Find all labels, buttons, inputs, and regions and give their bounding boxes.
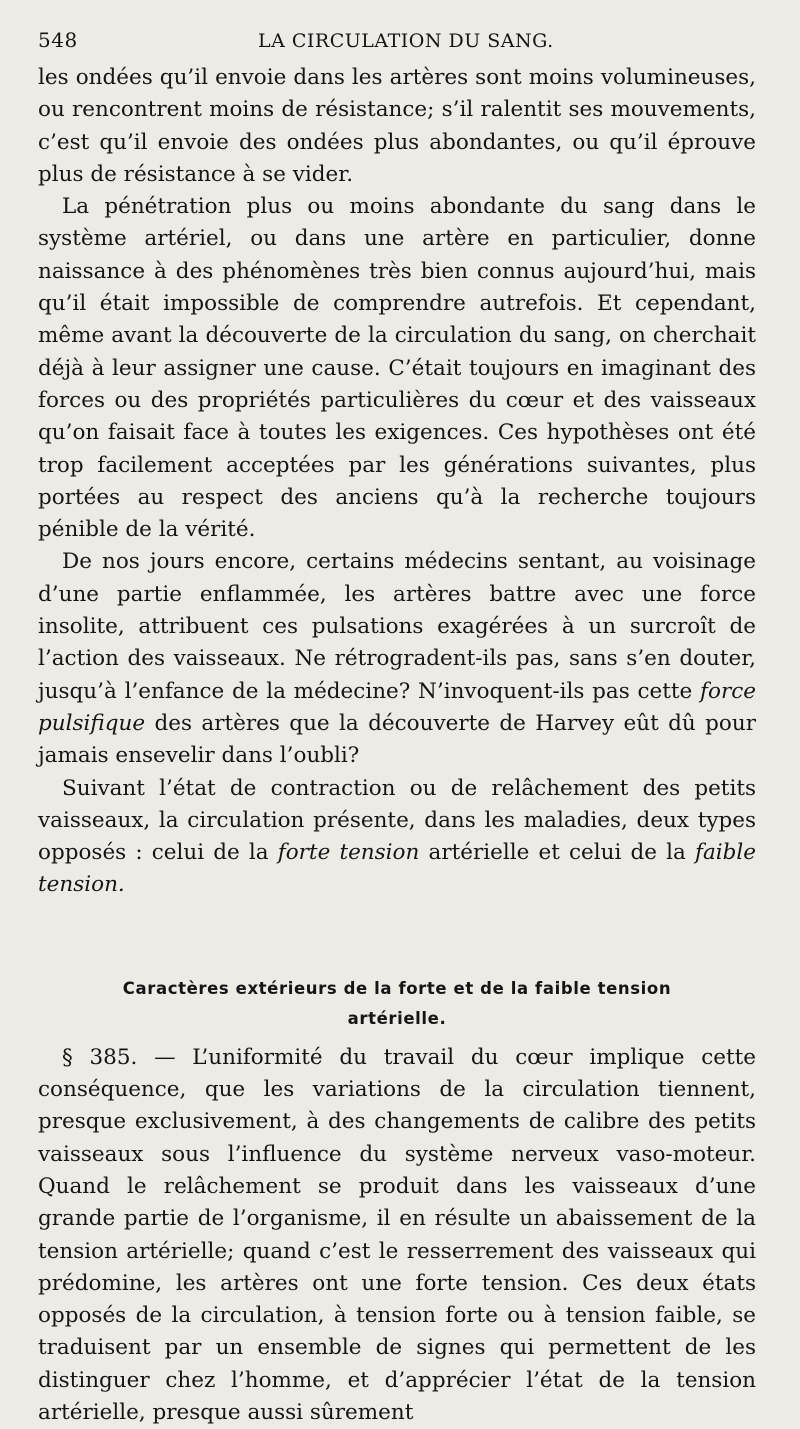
text-segment: les ondées qu’il envoie dans les artères sont moins volumineuses, ou rencontrent moins de résistance; s’il ralentit ses mouvements, c’est qu’il envoie des ondées plus abondantes, ou qu’il éprouve plus de résistance à se vider.	[38, 65, 756, 187]
text-segment: Suivant l’état de contraction ou de relâchement des petits vaisseaux, la circulation présente, dans les maladies, deux types opposés : celui de la	[38, 775, 756, 866]
page-number: 548	[38, 28, 78, 52]
body-text	[38, 62, 756, 1429]
section-spacer	[38, 902, 756, 974]
paragraph-types	[38, 773, 756, 902]
text-segment: La pénétration plus ou moins abondante du sang dans le système artériel, ou dans une artère en particulier, donne naissance à des phénomènes très bien connus aujourd’hui, mais qu’il était impossible de comprendre autrefois. Et cependant, même avant la découverte de la circulation du sang, on cherchait déjà à leur assigner une cause. C’était toujours en imaginant des forces ou des propriétés particulières du cœur et des vaisseaux qu’on faisait face à toutes les exigences. Ces hypothèses ont été trop facilement acceptées par les générations suivantes, plus portées au respect des anciens qu’à la recherche toujours pénible de la vérité.	[38, 194, 756, 543]
paragraph-penetration	[38, 191, 756, 546]
text-segment: De nos jours encore, certains médecins sentant, au voisinage d’une partie enflammée, les artères battre avec une force insolite, attribuent ces pulsations exagérées à un surcroît de l’action des vaisseaux. Ne rétrogradent-ils pas, sans s’en douter, jusqu’à l’enfance de la médecine? N’invoquent-ils pas cette	[38, 549, 756, 704]
text-segment: des artères que la découverte de Harvey eût dû pour jamais ensevelir dans l’oubli?	[38, 710, 756, 769]
text-segment: § 385. — L’uniformité du travail du cœur implique cette conséquence, que les variations de la circulation tiennent, presque exclusivement, à des changements de calibre des petits vaisseaux sous l’influence du système nerveux vaso-moteur. Quand le relâchement se produit dans les vaisseaux d’une grande partie de l’organisme, il en résulte un abaissement de la tension artérielle; quand c’est le resserrement des vaisseaux qui prédomine, les artères ont une forte tension. Ces deux états opposés de la circulation, à tension forte ou à tension faible, se traduisent par un ensemble de signes qui permettent de les distinguer chez l’homme, et d’apprécier l’état de la tension artérielle, presque aussi sûrement	[38, 1044, 756, 1425]
running-title: LA CIRCULATION DU SANG.	[258, 30, 554, 52]
italic-term: forte tension	[277, 840, 420, 866]
section-heading: Caractères extérieurs de la forte et de la faible tension artérielle.	[122, 978, 672, 1028]
paragraph-section-385	[38, 1042, 756, 1429]
paragraph-continuation	[38, 62, 756, 191]
italic-term: faible tension.	[38, 840, 756, 898]
running-head	[38, 28, 756, 62]
italic-term: force pulsifique	[38, 678, 756, 736]
paragraph-medecins	[38, 546, 756, 772]
text-segment: artérielle et celui de la	[419, 840, 695, 866]
